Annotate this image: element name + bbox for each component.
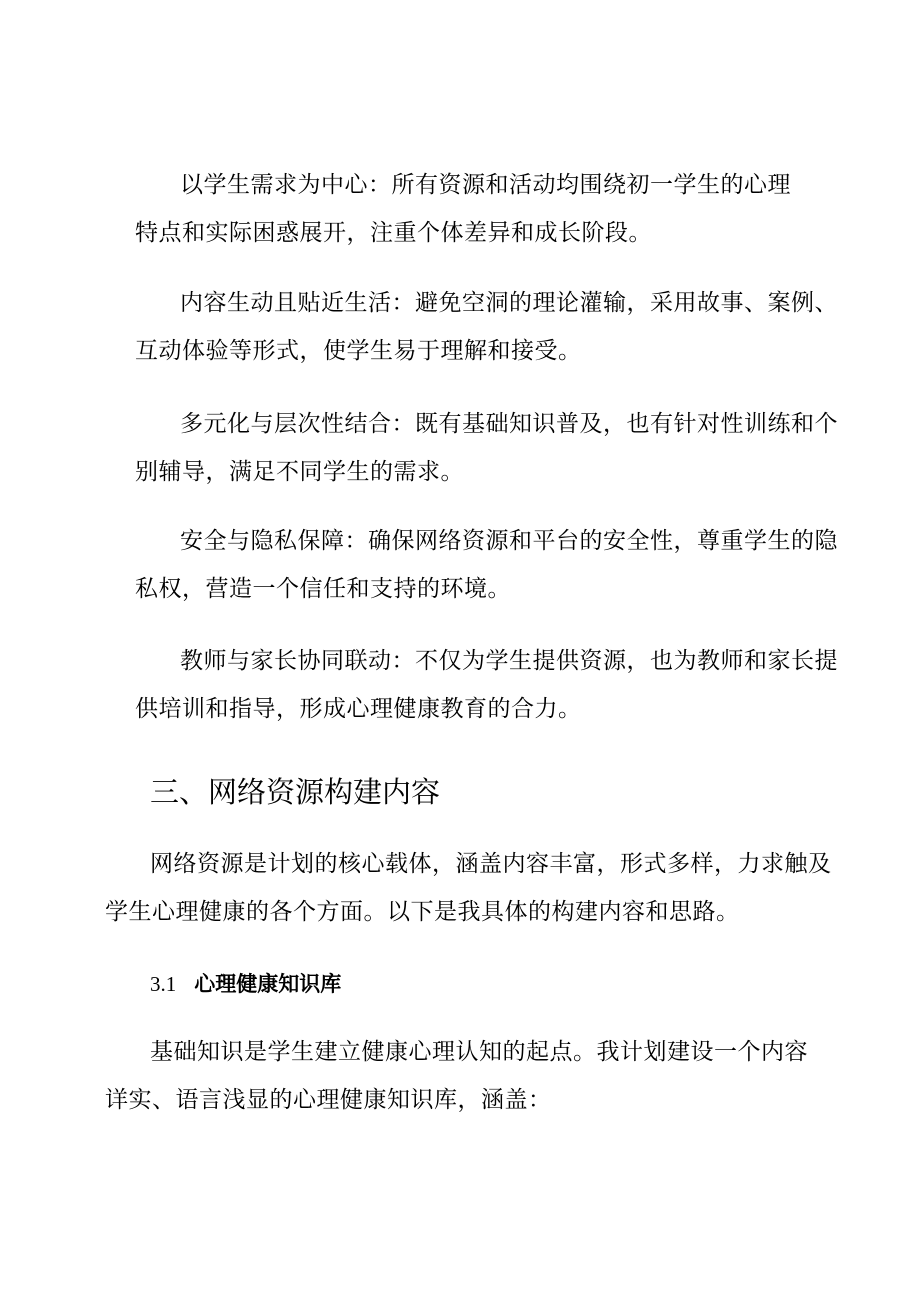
paragraph-line: 供培训和指导，形成心理健康教育的合力。 bbox=[135, 696, 582, 722]
paragraph-line: 多元化与层次性结合：既有基础知识普及，也有针对性训练和个 bbox=[180, 411, 838, 437]
subsection-number: 3.1 bbox=[150, 972, 177, 996]
principle-student-centered bbox=[135, 161, 791, 257]
principle-security-privacy bbox=[135, 517, 838, 613]
paragraph-line: 私权，营造一个信任和支持的环境。 bbox=[135, 576, 511, 602]
subsection-title: 心理健康知识库 bbox=[194, 972, 342, 996]
paragraph-line: 安全与隐私保障：确保网络资源和平台的安全性，尊重学生的隐 bbox=[180, 528, 838, 554]
principle-vivid-content bbox=[135, 279, 838, 375]
principle-teacher-parent bbox=[135, 637, 838, 733]
paragraph-line: 别辅导，满足不同学生的需求。 bbox=[135, 459, 464, 485]
paragraph-line: 基础知识是学生建立健康心理认知的起点。我计划建设一个内容 bbox=[150, 1039, 808, 1065]
principle-diversity-levels bbox=[135, 400, 838, 496]
section-intro-paragraph bbox=[105, 840, 832, 936]
paragraph-line: 教师与家长协同联动：不仅为学生提供资源，也为教师和家长提 bbox=[180, 648, 838, 674]
section-heading: 三、网络资源构建内容 bbox=[150, 775, 441, 809]
paragraph-line: 特点和实际困惑展开，注重个体差异和成长阶段。 bbox=[135, 220, 652, 246]
paragraph-line: 互动体验等形式，使学生易于理解和接受。 bbox=[135, 338, 582, 364]
paragraph-line: 网络资源是计划的核心载体，涵盖内容丰富，形式多样，力求触及 bbox=[150, 851, 832, 877]
subsection-body-paragraph bbox=[105, 1028, 808, 1124]
subsection-heading bbox=[150, 966, 341, 1002]
paragraph-line: 以学生需求为中心：所有资源和活动均围绕初一学生的心理 bbox=[180, 172, 791, 198]
paragraph-line: 学生心理健康的各个方面。以下是我具体的构建内容和思路。 bbox=[105, 899, 740, 925]
paragraph-line: 内容生动且贴近生活：避免空洞的理论灌输，采用故事、案例、 bbox=[180, 290, 838, 316]
paragraph-line: 详实、语言浅显的心理健康知识库，涵盖： bbox=[105, 1087, 552, 1113]
